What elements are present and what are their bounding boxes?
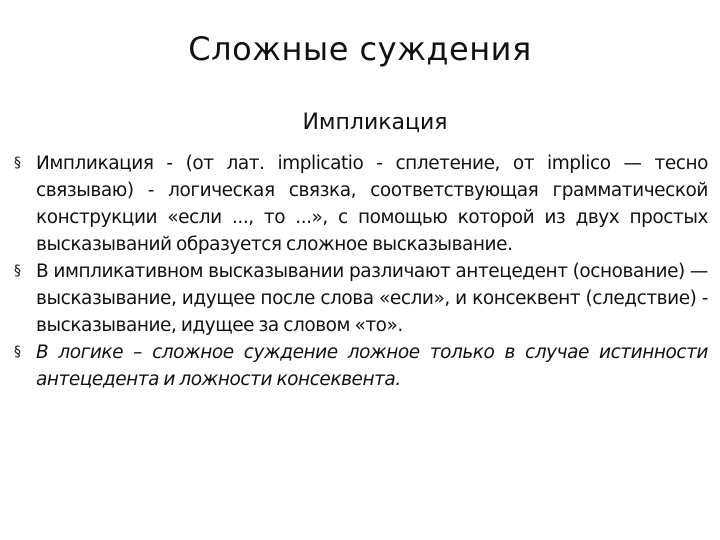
bullet-marker-icon: § bbox=[14, 263, 21, 279]
bullet-text: В логике – сложное суждение ложное только в случае истинности антецедента и ложности консеквента. bbox=[36, 342, 708, 390]
page-title: Сложные суждения bbox=[188, 30, 532, 68]
bullet-item-2 bbox=[14, 258, 708, 339]
bullet-text: Импликация - (от лат. implicatio - сплетение, от implico — тесно связываю) - логическая связка, соответствующая грамматической конструкции «если ..., то ...», с помощью которой из двух простых высказываний образуется сложное высказывание. bbox=[36, 153, 708, 255]
bullet-list bbox=[14, 150, 708, 393]
bullet-marker-icon: § bbox=[14, 155, 21, 171]
bullet-item-3 bbox=[14, 339, 708, 393]
bullet-marker-icon: § bbox=[14, 344, 21, 360]
slide-subtitle: Импликация bbox=[302, 110, 448, 135]
bullet-item-1 bbox=[14, 150, 708, 258]
bullet-text: В импликативном высказывании различают антецедент (основание) — высказывание, идущее после слова «если», и консеквент (следствие) - высказывание, идущее за словом «то». bbox=[36, 261, 708, 336]
